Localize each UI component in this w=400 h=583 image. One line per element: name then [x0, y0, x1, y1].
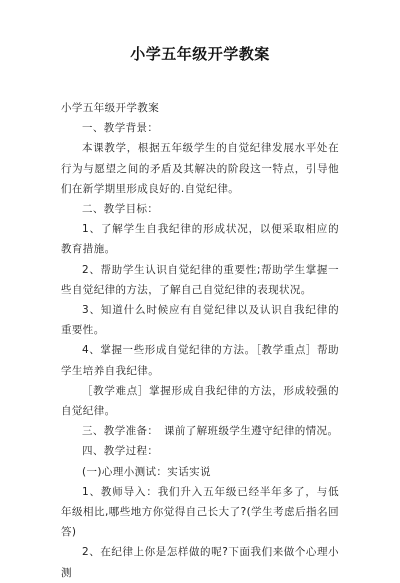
paragraph-difficulty: ［教学难点］掌握形成自我纪律的方法，形成较强的自觉纪律。 — [61, 384, 339, 418]
paragraph-background: 本课教学，根据五年级学生的自觉纪律发展水平处在行为与愿望之间的矛盾及其解决的阶段这一特点，引导他们在新学期里形成良好的.自觉纪律。 — [61, 142, 339, 195]
paragraph-objective-4: 4、掌握一些形成自觉纪律的方法。［教学重点］帮助学生培养自我纪律。 — [61, 344, 339, 377]
document-body — [61, 98, 339, 583]
heading-psych-test: (一)心理小测试：实话实说 — [82, 465, 211, 478]
document-title: 小学五年级开学教案 — [130, 45, 270, 63]
paragraph-objective-2: 2、帮助学生认识自觉纪律的重要性;帮助学生掌握一些自觉纪律的方法，了解自己自觉纪律的表现状况。 — [61, 263, 339, 296]
paragraph-subtitle: 小学五年级开学教案 — [61, 102, 160, 114]
paragraph-step-2: 2、在纪律上你是怎样做的呢?下面我们来做个心理小测 — [61, 546, 339, 579]
heading-process: 四、教学过程： — [82, 445, 159, 458]
paragraph-preparation: 三、教学准备： 课前了解班级学生遵守纪律的情况。 — [82, 425, 339, 438]
heading-objectives: 二、教学目标： — [82, 203, 159, 216]
paragraph-objective-3: 3、知道什么时候应有自觉纪律以及认识自我纪律的重要性。 — [61, 304, 339, 337]
paragraph-step-1: 1、教师导入：我们升入五年级已经半年多了，与低年级相比,哪些地方你觉得自己长大了?(学生考虑后指名回答) — [61, 485, 339, 539]
paragraph-objective-1: 1、了解学生自我纪律的形成状况，以便采取相应的教育措施。 — [61, 223, 339, 256]
heading-background: 一、教学背景： — [82, 122, 159, 135]
